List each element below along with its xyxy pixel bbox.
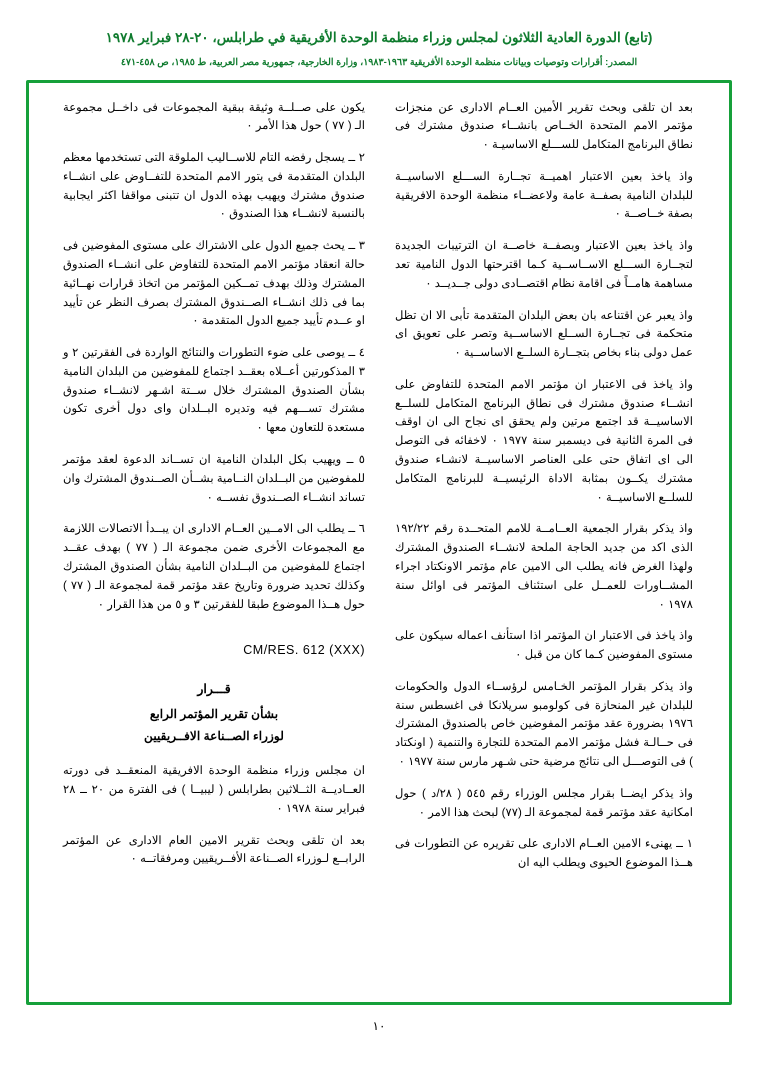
paragraph: ١ ــ يهنىء الامين العــام الادارى على تقريره عن التطورات فى هــذا الموضوع الحيوى ويطلب اليه ان (395, 837, 693, 870)
resolution-heading: قـــرار (197, 681, 231, 696)
paragraph: ٢ ــ يسجل رفضه التام للاســاليب الملوقة التى تستخدمها معظم البلدان المتقدمة فى يتور الامم المتحدة للتفــاوض على انشــاء صندوق مشترك ويهيب بهذه الدول ان تتبنى مواقفا اكثر ايجابية بالنسبة لانشــاء هذا الصندوق ٠ (63, 151, 365, 221)
header-title: (تابع) الدورة العادية الثلاثون لمجلس وزراء منظمة الوحدة الأفريقية في طرابلس، ٢٠-٢٨ فبراير ١٩٧٨ (105, 30, 653, 45)
paragraph: بعد ان تلقى وبحث تقرير الامين العام الادارى عن المؤتمر الرابــع لـوزراء الصــناعة الأفــريقيين ومرفقاتــه ٠ (63, 833, 365, 866)
content-frame (26, 80, 732, 1005)
paragraph: واذ يعبر عن اقتناعه بان بعض البلدان المتقدمة تأبى الا ان تظل متحكمة فى تجــارة الســلع الاساســية وتصر على تعويق اى عمل دولى بناء بخاص بتجــارة السلــع الاساســية ٠ (395, 308, 693, 360)
paragraph: واذ يذكر بقرار المؤتمر الخـامس لرؤســاء الدول والحكومات للبلدان غير المنحازة فى كولومبو سريلانكا فى اغسطس سنة ١٩٧٦ بضرورة عقد مؤتمر المفوضين خاص بالصندوق المشترك فى حــالـة فشل مؤتمر الامم المتحدة للتجارة والتنمية ( اونكتاد ) فى التوصـــل الى نتائج مرضية حتى شـهر مارس سنة ١٩٧٧ ٠ (395, 679, 693, 768)
paragraph: بعد ان تلقى وبحث تقرير الأمين العــام الادارى عن منجزات مؤتمر الامم المتحدة الخــاص بانشــاء صندوق مشترك فى نطاق البرنامج المتكامل للســـلع الاساسيـة ٠ (395, 100, 693, 152)
paragraph: واذ ياخذ فى الاعتبار ان مؤتمر الامم المتحدة للتفاوض على انشــاء صندوق مشترك فى نطاق البرنامج المتكامل للسلــع الاساسيــة قد اجتمع مرتين ولم يحقق اى نجاح الى ان اوقف فى المرة الثانية فى ديسمبر سنة ١٩٧٧ ٠ لاخفائه فى التوصل الى اى اتفاق حتى على العناصر الاساسيــة لانشـاء صندوق مشترك يكــون بمثابة الاداة الرئيسيــة للبرنامج المتكامل للسلــع الاساسيــة ٠ (395, 377, 693, 504)
resolution-subject-line-2: لوزراء الصــناعة الافــريقيين (144, 728, 284, 743)
paragraph: ٤ ــ يوصى على ضوء التطورات والنتائج الواردة فى الفقرتين ٢ و ٣ المذكورتين أعــلاه بعقــد اجتماع للمفوضين من البلدان النامية بشأن الصندوق المشترك خلال ســتة اشـهر لانشــاء صندوق مشترك تســـهم فيه وتديره البــلدان واى دول أخرى تكون مستعدة للتعاون معها ٠ (63, 346, 365, 435)
header-source: المصدر: أقرارات وتوصيات وبيانات منظمة الوحدة الأفريقية ١٩٦٣-١٩٨٣، وزارة الخارجية، جمهورية مصر العربية، ط ١٩٨٥، ص ٤٥٨-٤٧١ (120, 57, 638, 69)
left-column (43, 99, 379, 992)
right-column (379, 99, 715, 992)
paragraph: ٦ ــ يطلب الى الامــين العــام الادارى ان يبــدأ الاتصالات اللازمة مع المجموعات الأخرى ضمن مجموعة الـ ( ٧٧ ) بهدف عقــد اجتماع للمفوضين من البــلدان النامية بشأن الصندوق المشترك وكذلك تحديد ضرورة وتاريخ عقد مؤتمر قمة لمجموعة الـ ( ٧٧ ) حول هــذا الموضوع طبقا للفقرتين ٣ و ٥ من هذا القرار ٠ (63, 522, 365, 611)
resolution-code: CM/RES. 612 (XXX) (243, 643, 365, 658)
paragraph: يكون على صــلــة وثيقة ببقية المجموعات فى داخــل مجموعة الـ ( ٧٧ ) حول هذا الأمر ٠ (63, 100, 365, 133)
page-number: ١٠ (372, 1018, 386, 1033)
page-header (26, 28, 732, 70)
paragraph: ان مجلس وزراء منظمة الوحدة الافريقية المنعقــد فى دورته العــاديــة الثــلاثين بطرابلس ( ليبيــا ) فى الفترة من ٢٠ ــ ٢٨ فبراير سنة ١٩٧٨ ٠ (63, 764, 365, 815)
paragraph: واذ ياخذ بعين الاعتبار وبصفــة خاصــة ان الترتيبات الجديدة لتجــارة الســـلع الاســاســية كـما اقترحتها الدول النامية تعد مساهمة هامــاً فى اقامة نظام اقتصــادى دولى جــديــد ٠ (395, 239, 693, 290)
paragraph: ٣ ــ يحث جميع الدول على الاشتراك على مستوى المفوضين فى حالة انعقاد مؤتمر الامم المتحدة للتفاوض على انشــاء الصندوق المشترك وذلك بهدف تمــكين المؤتمر من اتخاذ قرارات نهــائية بما فى ذلك انشــاء الصــندوق المشترك بصرف النظر عن تأييد او عــدم تأييد جميع الدول المتقدمة ٠ (63, 239, 365, 328)
paragraph: واذ ياخذ بعين الاعتبار اهميــة تجــارة الســـلع الاساسيــة للبلدان النامية بصفــة عامة ولاعضــاء منظمة الوحدة الافريقية بصفة خــاصــة ٠ (395, 169, 693, 221)
resolution-subject-line-1: بشأن تقرير المؤتمر الرابع (149, 706, 279, 721)
paragraph: واذ يذكر بقرار الجمعية العــامــة للامم المتحــدة رقم ١٩٢/٢٢ الذى اكد من جديد الحاجة الملحة لانشــاء الصندوق المشترك ولهذا الغرض فانه يطلب الى الامين عام مؤتمر الاونكتاد اجراء المشــاورات للعمــل على استئناف المؤتمر فى اوائل سنة ١٩٧٨ ٠ (395, 522, 693, 611)
two-column-layout (43, 99, 715, 992)
paragraph: واذ ياخذ فى الاعتبار ان المؤتمر اذا استأنف اعماله سيكون على مستوى المفوضين كـما كان من قبل ٠ (395, 629, 693, 662)
paragraph: ٥ ــ ويهيب بكل البلدان النامية ان تســاند الدعوة لعقد مؤتمر للمفوضين من البــلدان النــامية بشــأن الصــندوق المشترك وان تساند انشــاء الصــندوق نفســه ٠ (63, 453, 365, 504)
paragraph: واذ يذكر ايضــا بقرار مجلس الوزراء رقم ٥٤٥ ( ٢٨/د ) حول امكانية عقد مؤتمر قمة لمجموعة الـ (٧٧) لبحث هذا الامر ٠ (395, 786, 693, 819)
